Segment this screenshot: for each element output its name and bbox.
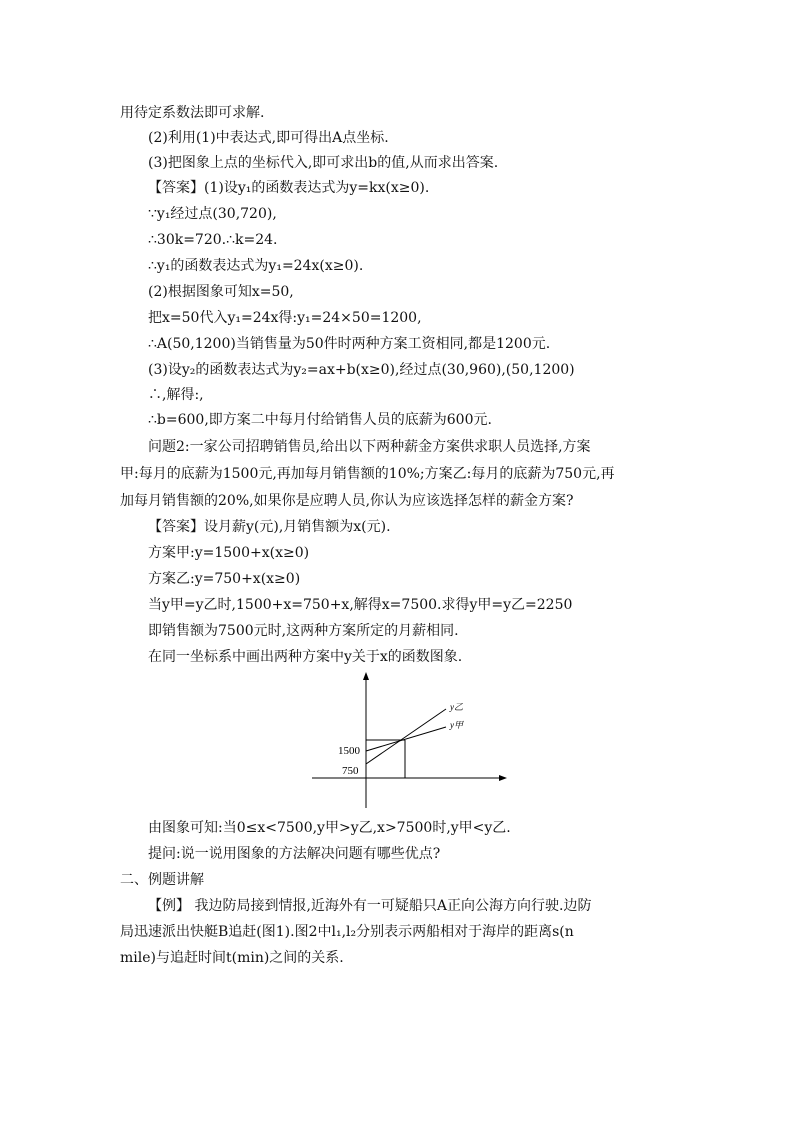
line-y-jia [366,727,446,751]
text-line: 当y甲=y乙时,1500+x=750+x,解得x=7500.求得y甲=y乙=2250 [148,597,573,613]
text-line: 方案甲:y=1500+x(x≥0) [148,545,310,561]
y-axis-arrow-icon [363,672,369,680]
label-y-yi: y乙 [450,702,463,712]
section-heading: 二、例题讲解 [120,872,204,888]
text-line: 提问:说一说用图象的方法解决问题有哪些优点? [148,846,441,862]
text-line: 用待定系数法即可求解. [120,105,265,121]
x-axis-arrow-icon [499,775,507,781]
text-line: 【例】 我边防局接到情报,近海外有一可疑船只A正向公海方向行驶.边防 [148,898,592,914]
text-line: (3)设y₂的函数表达式为y₂=ax+b(x≥0),经过点(30,960),(50,1200) [148,362,575,378]
text-line: (3)把图象上点的坐标代入,即可求出b的值,从而求出答案. [148,155,499,171]
line-y-yi [366,709,446,764]
label-y-jia: y甲 [450,720,463,730]
text-line: ∴b=600,即方案二中每月付给销售人员的底薪为600元. [148,412,492,428]
text-line: 加每月销售额的20%,如果你是应聘人员,你认为应该选择怎样的薪金方案? [120,493,574,509]
text-line: 【答案】设月薪y(元),月销售额为x(元). [148,519,391,535]
text-line: 在同一坐标系中画出两种方案中y关于x的函数图象. [148,649,463,665]
text-line: 把x=50代入y₁=24x得:y₁=24×50=1200, [148,310,422,326]
text-line: mile)与追赶时间t(min)之间的关系. [120,950,344,966]
function-graph [312,670,512,810]
text-line: 问题2:一家公司招聘销售员,给出以下两种薪金方案供求职人员选择,方案 [148,439,591,455]
text-line: 甲:每月的底薪为1500元,再加每月销售额的10%;方案乙:每月的底薪为750元,再 [120,466,615,482]
text-line: (2)根据图象可知x=50, [148,284,294,300]
text-line: (2)利用(1)中表达式,即可得出A点坐标. [148,130,389,146]
text-line: 【答案】(1)设y₁的函数表达式为y=kx(x≥0). [148,180,430,196]
label-1500: 1500 [338,745,360,757]
text-line: 由图象可知:当0≤x<7500,y甲>y乙,x>7500时,y甲<y乙. [148,820,511,836]
text-line: 局迅速派出快艇B追赶(图1).图2中l₁,l₂分别表示两船相对于海岸的距离s(n [120,924,574,940]
text-line: ∴,解得:, [148,387,204,403]
text-line: 即销售额为7500元时,这两种方案所定的月薪相同. [148,623,459,639]
text-line: ∴30k=720.∴k=24. [148,232,278,248]
text-line: ∴y₁的函数表达式为y₁=24x(x≥0). [148,258,364,274]
text-line: ∴A(50,1200)当销售量为50件时两种方案工资相同,都是1200元. [148,336,551,352]
label-750: 750 [342,765,359,777]
text-line: ∵y₁经过点(30,720), [148,206,277,222]
text-line: 方案乙:y=750+x(x≥0) [148,571,301,587]
